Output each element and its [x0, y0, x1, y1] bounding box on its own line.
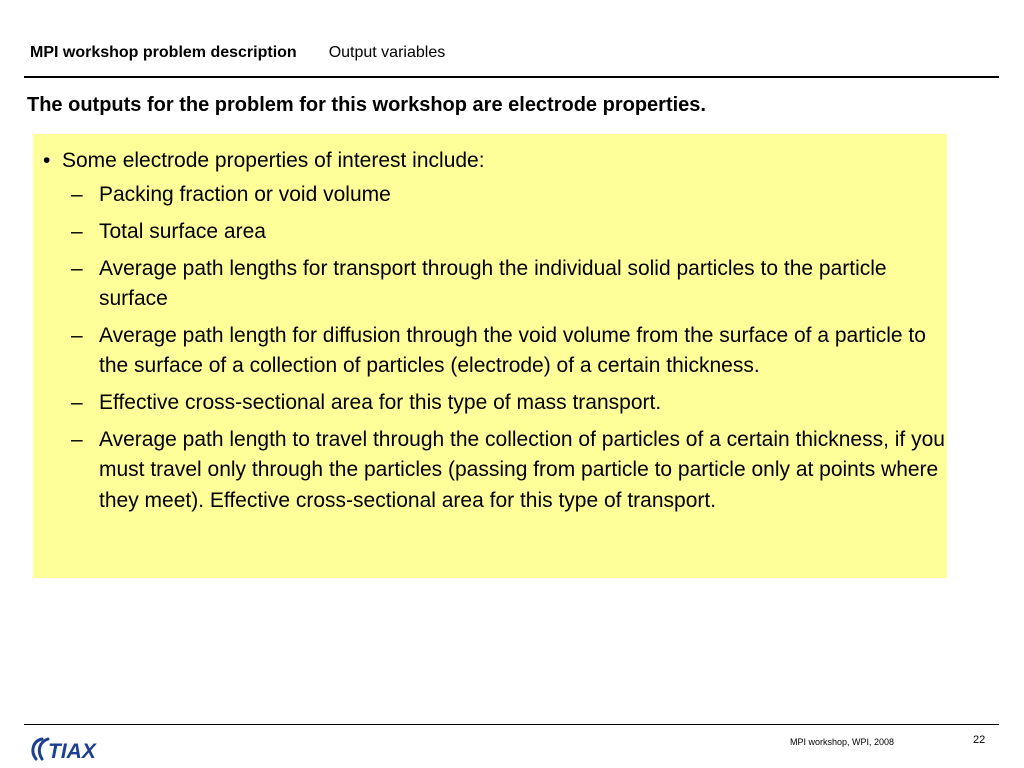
- dash-icon: –: [71, 391, 83, 415]
- list-item-text: Average path length to travel through the collection of particles of a certain thickness, if you must travel only through the particles (passing from particle to particle only at points where they meet). Effective cross-sectional area for this type of transport.: [99, 427, 945, 512]
- bullet-icon: •: [43, 149, 51, 172]
- header-section-title: MPI workshop problem description: [30, 44, 297, 61]
- slide-header: [30, 44, 445, 68]
- list-item-text: Average path lengths for transport through the individual solid particles to the particle surface: [99, 256, 887, 311]
- dash-icon: –: [71, 256, 83, 280]
- list-item-text: Total surface area: [99, 219, 266, 243]
- header-topic-title: Output variables: [328, 44, 446, 61]
- list-item: [71, 425, 947, 517]
- tiax-logo: [28, 734, 128, 764]
- slide-headline: The outputs for the problem for this workshop are electrode properties.: [27, 94, 706, 116]
- footer-divider: [24, 724, 999, 725]
- list-item: [71, 321, 947, 382]
- lead-text: Some electrode properties of interest include:: [62, 149, 485, 172]
- dash-icon: –: [71, 183, 83, 206]
- list-item: [71, 217, 947, 248]
- header-divider: [24, 76, 999, 78]
- dash-icon: –: [71, 219, 83, 243]
- content-box: [33, 134, 947, 578]
- list-item: [71, 254, 947, 315]
- list-item-text: Average path length for diffusion through the void volume from the surface of a particle to the surface of a collection of particles (electrode) of a certain thickness.: [99, 323, 926, 378]
- dash-icon: –: [71, 427, 83, 451]
- dash-icon: –: [71, 323, 83, 347]
- page-number: 22: [973, 734, 986, 746]
- sub-bullet-list: [71, 180, 947, 523]
- list-item-text: Effective cross-sectional area for this type of mass transport.: [99, 391, 662, 415]
- list-item: [71, 180, 947, 211]
- lead-bullet-item: [43, 146, 485, 176]
- list-item-text: Packing fraction or void volume: [99, 183, 391, 206]
- footer-event-label: MPI workshop, WPI, 2008: [790, 737, 895, 747]
- logo-wordmark: TIAX: [48, 740, 96, 763]
- list-item: [71, 388, 947, 419]
